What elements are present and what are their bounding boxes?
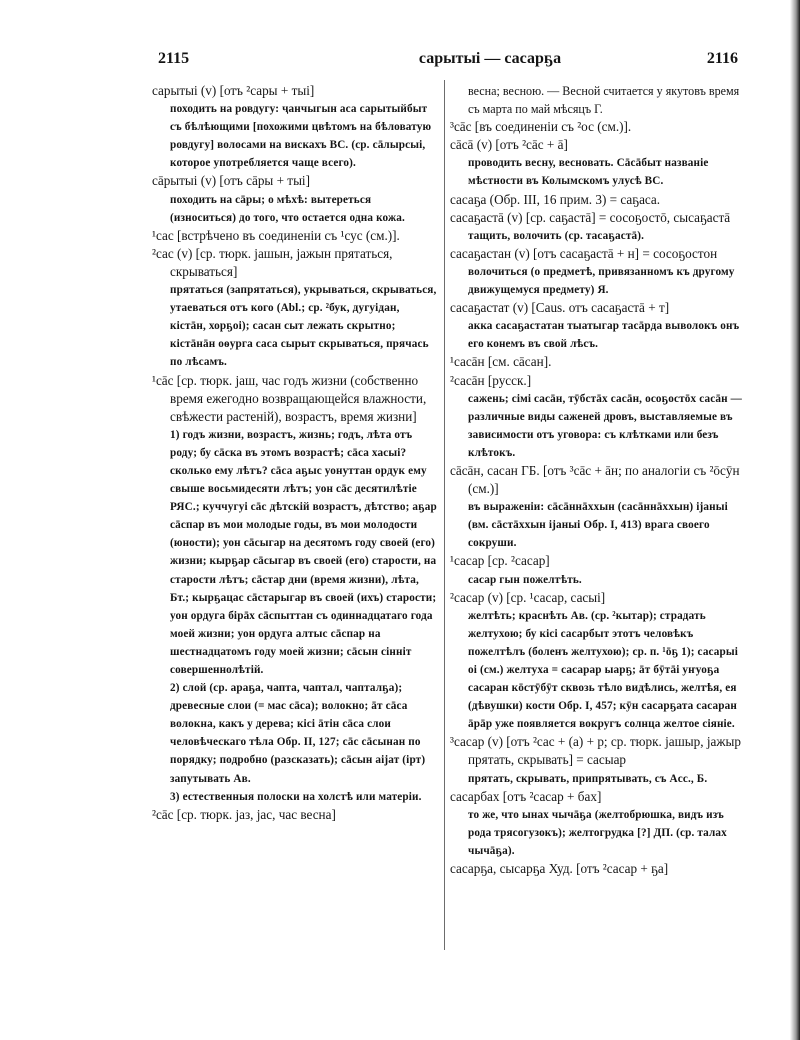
entry-definition: 3) естественныя полоски на холстѣ или матеріи. bbox=[170, 790, 422, 803]
entry-headword: сасаҕастат (v) [Caus. отъ сасаҕастā + т] bbox=[450, 300, 670, 316]
page-header bbox=[150, 50, 750, 74]
entry-definition: то же, что ынах чычāҕа (желтобрюшка, видъ изъ рода трясогузокъ); желтогрудка [?] ДП. (ср. талах чычāҕа). bbox=[468, 808, 727, 857]
right-column bbox=[450, 82, 746, 962]
page-number-left: 2115 bbox=[158, 50, 190, 67]
entry-headword: сāсāн, сасан ГБ. [отъ ³сāс + āн; по аналогіи съ ²ōсӯн (см.)] bbox=[450, 462, 740, 497]
entry-definition: походить на сāры; о мѣхѣ: вытереться (износиться) до того, что остается одна кожа. bbox=[170, 193, 405, 224]
entry-headword: ²сас (v) [ср. тюрк. јашын, јажын прятаться, скрываться] bbox=[152, 245, 393, 279]
entry-definition: сасар гын пожелтѣть. bbox=[468, 573, 582, 586]
entry-definition: походить на ровдугу: ҷанчыгын аса сарытыйбыт съ бѣлѣющими [похожими цвѣтомъ на бѣловатую ровдугу] волосами на вискахъ ВС. (ср. сāлырсыі, которое употребляется чаще всего). bbox=[170, 103, 432, 170]
entry-definition: въ выраженіи: сāсāннāххын (сасāннāххын) іјаныі (вм. сāстāххын іјаныі Обр. I, 413) врага своего сокруши. bbox=[468, 501, 728, 550]
entry-definition: желтѣть; краснѣть Ав. (ср. ²кытар); страдать желтухою; бу кісі сасарбыт этотъ человѣкъ пожелтѣлъ (боленъ желтухою); ср. п. ¹ōҕ 1); сасарыі оі (см.) желтуха = сасарар ыарҕ; āт бӯтāі уҥуоҕа сасаран кōстӯбӯт сквозь тѣло видѣлись, желтѣя, ея (дѣвушки) кости Обр. I, 457; кӯн сасарҕата сасаран āрāр уже появляется вокругъ солнца желтое сіяніе. bbox=[468, 609, 739, 731]
entry-headword: ³сасар (v) [отъ ²сас + (а) + р; ср. тюрк. јашыр, јажыр прятать, скрывать] = сасыар bbox=[450, 734, 741, 768]
entry-headword: сасарбах [отъ ²сасар + бах] bbox=[450, 788, 602, 804]
entry-headword: сасаҕастā (v) [ср. саҕастā] = сосоҕостō, сысаҕастā bbox=[450, 209, 731, 225]
scan-edge-shadow bbox=[790, 0, 800, 1040]
page-number-right: 2116 bbox=[706, 50, 738, 67]
entry-headword: ¹сасар [ср. ²сасар] bbox=[450, 553, 550, 569]
column-divider bbox=[444, 80, 445, 950]
entry-definition: акка сасаҕастатан тыатыгар тасāрда выволокъ онъ его конемъ въ свой лѣсъ. bbox=[468, 320, 740, 351]
entry-headword: сāсā (v) [отъ ²сāс + ā] bbox=[450, 137, 568, 153]
entry-definition: 1) годъ жизни, возрастъ, жизнь; годъ, лѣта отъ роду; бу сāска въ этомъ возрастѣ; сāса хасыі? сколько ему лѣтъ? сāса аҕыс уонуттан ордук ему свыше восьмидесяти лѣтъ; уон сāс десятилѣтіе РЯС.; куччугуі сāс дѣтскій возрастъ, дѣтство; аҕар сāспар въ мои молодые годы, въ мои молодости (юности); уон сāсыгар на десятомъ году своей (его) жизни; кырҕар сāсыгар въ своей (его) старости, на старости лѣтъ; сāстар дни (время жизни), лѣта, Бт.; кырҕацас сāстарыгар въ своей (ихъ) старости; уон ордуга бірāх сāспыттан съ одиннадцатаго года моей жизни; уон ордуга алтыс сāспар на шестнадцатомъ году моей жизни; сāсын сінніт совершеннолѣтій. bbox=[170, 428, 437, 676]
entry-headword: сāрытыі (v) [отъ сāры + тыі] bbox=[152, 173, 310, 189]
entry-definition: прятать, скрывать, припрятывать, съ Acc., Б. bbox=[468, 772, 708, 785]
entry-continuation: весна; весною. — Весной считается у якутовъ время съ марта по май мѣсяцъ Г. bbox=[468, 84, 740, 117]
entry-headword: сарытыі (v) [отъ ²сары + тыі] bbox=[152, 83, 315, 98]
entry-headword: сасарҕа, сысарҕа Худ. [отъ ²сасар + ҕа] bbox=[450, 861, 669, 877]
entry-headword: сасаҕастан (v) [отъ сасаҕастā + н] = сосоҕостон bbox=[450, 245, 718, 261]
entry-definition: прятаться (запрятаться), укрываться, скрываться, утаеваться отъ кого (Abl.; ср. ²бук, дугуідан, кістāн, хорҕоі); сасан сыт лежать скрытно; кістāнāн оѳурга саса сырыт скрываться, прячась по лѣсамъ. bbox=[170, 284, 437, 369]
entry-headword: ¹сāс [ср. тюрк. јаш, час годъ жизни (собственно время ежегодно возвращающейся влажности, свѣжести растеній), возрастъ, время жизни] bbox=[152, 372, 427, 424]
entry-headword: ¹сасāн [см. сāсан]. bbox=[450, 354, 552, 370]
entry-headword: ²сāс [ср. тюрк. јаз, јас, час весна] bbox=[152, 806, 336, 822]
entry-definition: 2) слой (ср. араҕа, чапта, чаптал, чапталҕа); древесные слои (= мас сāса); волокно; āт сāса волокна, какъ у дерева; кісі āтін сāса слои человѣческаго тѣла Обр. II, 127; сāс сāсынан по порядку; подробно (разсказать); сāсын аіјат (ірт) запутывать Ав. bbox=[170, 682, 426, 785]
entry-headword: ¹сас [встрѣчено въ соединеніи съ ¹сус (см.)]. bbox=[152, 227, 400, 243]
entry-headword: сасаҕа (Обр. III, 16 прим. 3) = саҕаса. bbox=[450, 191, 661, 207]
entry-definition: сажень; сімі сасāн, тӯбстāх сасāн, осоҕостōх сасāн — различные виды саженей дровъ, выставляемые въ зависимости отъ уговора: съ клѣтками или безъ клѣтокъ. bbox=[468, 392, 742, 459]
left-column bbox=[152, 82, 438, 962]
entry-headword: ²сасар (v) [ср. ¹сасар, сасыі] bbox=[450, 589, 606, 605]
entry-definition: волочиться (о предметѣ, привязанномъ къ другому движущемуся предмету) Я. bbox=[468, 265, 735, 297]
entry-headword: ³сāс [въ соединеніи съ ²ос (см.)]. bbox=[450, 119, 632, 135]
entry-headword: ²сасāн [русск.] bbox=[450, 372, 532, 388]
entry-definition: тащить, волочить (ср. тасаҕастā). bbox=[468, 229, 645, 242]
running-head: сарытыі — сасарҕа bbox=[418, 50, 562, 67]
entry-definition: проводить весну, весновать. Сāсāбыт названіе мѣстности въ Колымскомъ улусѣ ВС. bbox=[468, 157, 709, 188]
